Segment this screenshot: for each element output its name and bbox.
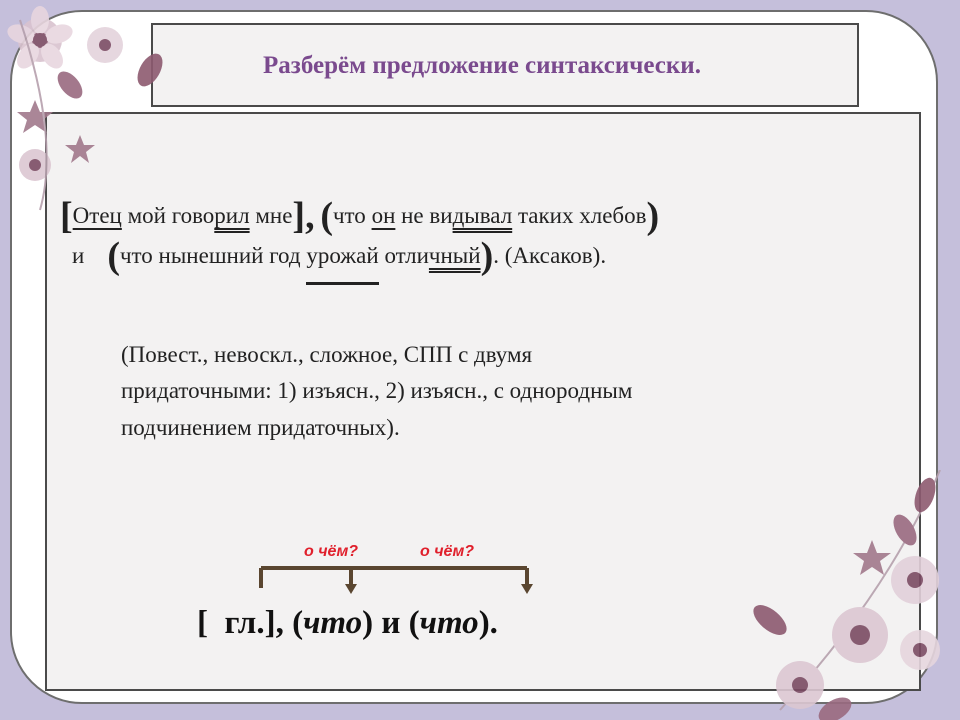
question-label-2: о чём?: [420, 543, 475, 560]
subject-urozhay: урожай: [306, 243, 378, 285]
description-line-2: придаточными: 1) изъясн., 2) изъясн., с однородным: [121, 378, 633, 403]
question-label-1: о чём?: [304, 543, 359, 560]
word-govo: гово: [171, 203, 215, 228]
sub-clause-2-close-paren: ): [480, 235, 494, 277]
sentence-line-2: [72, 237, 606, 275]
word-vi: ви: [429, 203, 453, 228]
sub-clause-2-open-paren: (: [107, 235, 120, 277]
words-chto-2: что нынешний год: [119, 243, 301, 268]
main-clause-close-bracket: ]: [292, 195, 306, 237]
sentence-scheme: [197, 605, 498, 642]
subject-on: он: [371, 203, 396, 228]
scheme-and: ) и (: [362, 605, 420, 641]
words-rest-1: таких хлебов: [517, 203, 647, 228]
predicate-part: рил: [214, 203, 250, 228]
conj-chto-1: что: [332, 203, 366, 228]
sub-clause-1-close-paren: ): [646, 195, 660, 237]
description-line-3: подчинением придаточных).: [121, 415, 400, 440]
scheme-chto-1: что: [303, 605, 363, 641]
scheme-chto-2: что: [419, 605, 479, 641]
sentence-line-1: [60, 197, 659, 235]
sentence-tail: . (Аксаков).: [493, 243, 607, 268]
conj-i: и: [72, 243, 85, 268]
word-ne: не: [401, 203, 424, 228]
slide-title: Разберём предложение синтаксически.: [263, 52, 701, 79]
predicate-dyval: дывал: [452, 203, 513, 228]
scheme-connector: [255, 562, 540, 598]
scheme-main: гл.], (: [224, 605, 304, 641]
main-clause-open-bracket: [: [60, 195, 73, 237]
predicate-chnyy: чный: [428, 243, 481, 268]
word-mne: мне: [255, 203, 293, 228]
comma: ,: [305, 195, 315, 237]
description-line-1: (Повест., невоскл., сложное, СПП с двумя: [121, 342, 533, 367]
subject-word: Отец: [72, 203, 122, 228]
word-otli: отли: [384, 243, 429, 268]
word-moy: мой: [127, 203, 166, 228]
scheme-open-bracket: [: [197, 605, 217, 641]
sub-clause-1-open-paren: (: [320, 195, 333, 237]
scheme-end: ).: [478, 605, 498, 641]
